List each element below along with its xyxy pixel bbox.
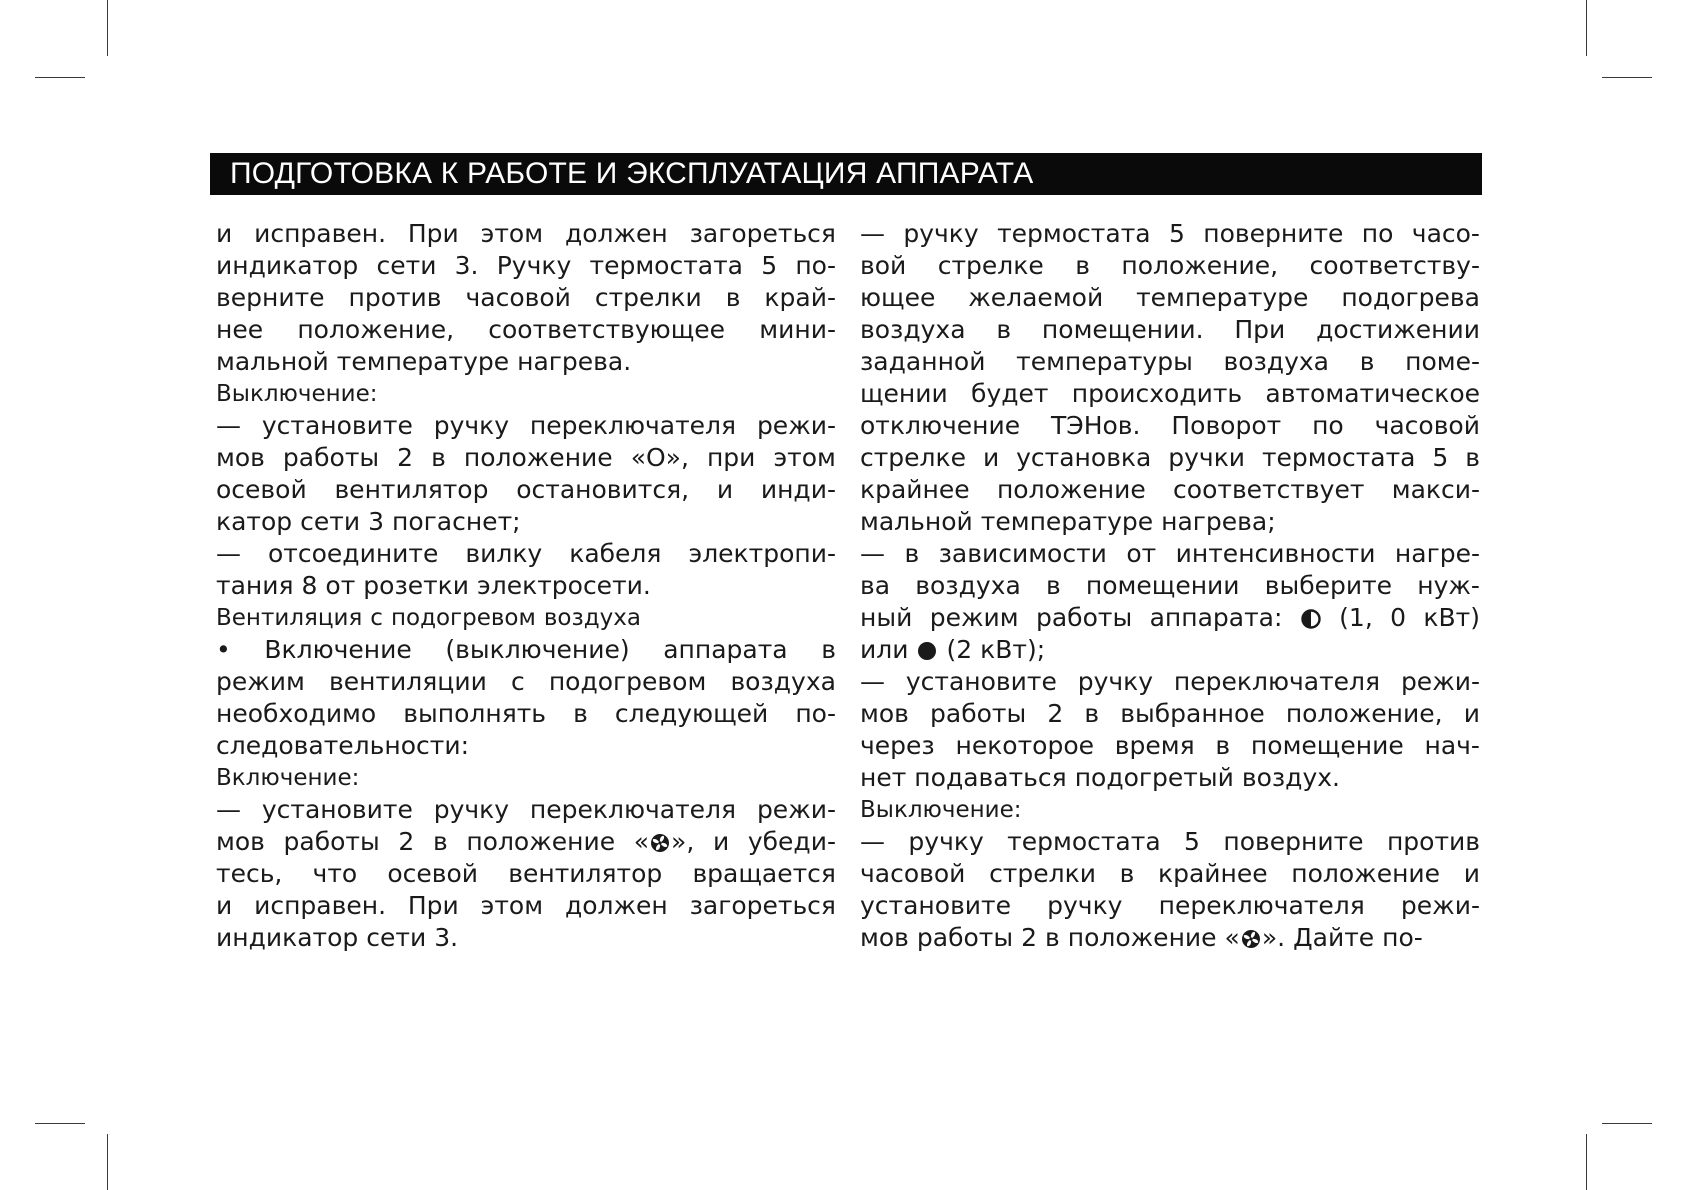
text-line — [216, 218, 836, 250]
crop-mark-bottom-right-horizontal — [1602, 1123, 1652, 1124]
word: работы — [283, 827, 380, 856]
fan-icon — [649, 832, 671, 854]
text-line — [860, 602, 1480, 634]
word: мальной — [860, 507, 973, 536]
word: в — [996, 315, 1012, 344]
word: поверните — [1223, 827, 1364, 856]
word: ТЭНов. — [1050, 411, 1141, 440]
word: нач- — [1424, 731, 1480, 760]
word: температуры — [1016, 347, 1193, 376]
text-line — [860, 826, 1480, 858]
word: при — [706, 443, 756, 472]
word: и — [216, 891, 233, 920]
word: подогревом — [390, 605, 536, 631]
word: стрелке — [860, 443, 967, 472]
word: режим — [216, 667, 305, 696]
word: Ручку — [496, 251, 572, 280]
word: в — [1119, 859, 1135, 888]
word: мов — [860, 923, 909, 952]
word: осевой — [387, 859, 479, 888]
text-line — [860, 474, 1480, 506]
word: установите — [261, 795, 413, 824]
word: 5 — [1184, 827, 1200, 856]
word: термостата — [589, 251, 743, 280]
word: температуре — [980, 507, 1154, 536]
word: крайнее — [860, 475, 970, 504]
word: через — [860, 731, 935, 760]
word: воздуха — [915, 571, 1021, 600]
word: воздух. — [1241, 763, 1340, 792]
word: (2 — [946, 635, 973, 664]
text-line — [216, 634, 836, 666]
word: в — [432, 827, 448, 856]
word: Вентиляция — [216, 605, 363, 631]
word: « », — [633, 827, 695, 856]
word: должен — [564, 219, 668, 248]
word: кВт); — [980, 635, 1046, 664]
text-line — [860, 378, 1480, 410]
word: Включение: — [216, 765, 360, 791]
word: 5 — [1432, 443, 1449, 472]
word: мальной — [216, 347, 329, 376]
word: соответствует — [1173, 475, 1365, 504]
text-line — [860, 890, 1480, 922]
word: нагре- — [1394, 539, 1480, 568]
word: вентилятор — [334, 475, 489, 504]
word: вой — [860, 251, 907, 280]
word: воздуха — [1223, 347, 1330, 376]
word: «О», — [630, 443, 689, 472]
text-line — [216, 730, 836, 762]
word: остановится, — [516, 475, 690, 504]
word: работы — [282, 443, 380, 472]
word: ручку — [1077, 667, 1154, 696]
subheading — [216, 602, 836, 634]
word: Дайте — [1293, 923, 1375, 952]
word: Выключение: — [860, 797, 1022, 823]
section-title: ПОДГОТОВКА К РАБОТЕ И ЭКСПЛУАТАЦИЯ АППАРАТА — [230, 157, 1034, 190]
word: При — [1234, 315, 1286, 344]
word: Выключение: — [216, 381, 378, 407]
word: следующей — [614, 699, 769, 728]
text-line — [860, 730, 1480, 762]
word: температуре — [336, 347, 510, 376]
word: соответствующее — [488, 315, 726, 344]
text-line — [860, 698, 1480, 730]
crop-mark-top-left-vertical — [107, 0, 108, 56]
text-line — [860, 538, 1480, 570]
word: режим — [929, 603, 1019, 632]
word: выберите — [1264, 571, 1393, 600]
word: 2 — [1047, 699, 1064, 728]
word: по- — [795, 699, 836, 728]
word: подогрева — [1341, 283, 1480, 312]
crop-mark-top-left-horizontal — [35, 77, 85, 78]
word: установите — [860, 891, 1011, 920]
word: в — [1075, 251, 1090, 280]
word: заданной — [860, 347, 986, 376]
word: 2 — [397, 443, 414, 472]
word: тания — [216, 571, 294, 600]
word: мов — [216, 443, 265, 472]
word: термостата — [997, 219, 1151, 248]
half-circle-icon — [1300, 608, 1322, 630]
word: и — [216, 219, 233, 248]
word: При — [407, 219, 459, 248]
word: в — [821, 635, 836, 664]
text-line — [216, 698, 836, 730]
word: 5 — [1168, 219, 1185, 248]
word: ручку — [433, 411, 510, 440]
word: в — [1359, 347, 1375, 376]
subheading — [216, 378, 836, 410]
text-line — [860, 218, 1480, 250]
word: следовательности: — [216, 731, 470, 760]
word: осевой — [216, 475, 307, 504]
word: Поворот — [1171, 411, 1282, 440]
word: режи- — [1400, 891, 1480, 920]
crop-mark-bottom-left-horizontal — [35, 1123, 85, 1124]
text-line — [860, 442, 1480, 474]
word: в — [431, 443, 446, 472]
word: край- — [764, 283, 836, 312]
word: 3. — [454, 251, 479, 280]
word: в — [1084, 699, 1100, 728]
word: ный — [860, 603, 913, 632]
word: загореться — [689, 891, 836, 920]
text-line — [860, 282, 1480, 314]
text-line — [860, 314, 1480, 346]
word: катор — [216, 507, 293, 536]
word: сети — [300, 507, 361, 536]
word: в — [1045, 571, 1061, 600]
word: вентиляции — [329, 667, 487, 696]
word: этом — [480, 219, 544, 248]
word: часовой — [465, 283, 571, 312]
word: положение — [996, 475, 1146, 504]
word: крайнее — [1157, 859, 1268, 888]
word: нагрева. — [517, 347, 632, 376]
word: выбранное — [1120, 699, 1265, 728]
text-line — [860, 858, 1480, 890]
word: будет — [971, 379, 1049, 408]
text-line — [216, 282, 836, 314]
word: вилку — [465, 539, 543, 568]
word: положение — [1291, 859, 1441, 888]
text-line — [860, 634, 1480, 666]
word: установите — [261, 411, 413, 440]
word: ручку — [908, 827, 984, 856]
word: с — [370, 605, 383, 631]
word: щении — [860, 379, 948, 408]
word: ва — [860, 571, 891, 600]
word: поверните — [1203, 219, 1344, 248]
word: работы — [1035, 603, 1133, 632]
word: розетки — [363, 571, 470, 600]
word: должен — [564, 891, 668, 920]
word: тесь, — [216, 859, 283, 888]
word: — — [216, 795, 241, 824]
text-line — [860, 922, 1480, 954]
word: (выключение) — [445, 635, 630, 664]
crop-mark-top-right-horizontal — [1602, 77, 1652, 78]
word: мов — [860, 699, 909, 728]
word: исправен. — [254, 891, 387, 920]
word: 0 — [1390, 603, 1407, 632]
word: и — [716, 475, 734, 504]
text-line — [860, 666, 1480, 698]
word: ручку — [1047, 891, 1123, 920]
word: режи- — [756, 411, 836, 440]
section-header — [210, 153, 1482, 195]
word: интенсивности — [1175, 539, 1376, 568]
word: электросети. — [477, 571, 651, 600]
word: часовой — [860, 859, 966, 888]
word: от — [1126, 539, 1157, 568]
word: этом — [773, 443, 836, 472]
word: поме- — [1405, 347, 1480, 376]
text-line — [216, 826, 836, 858]
word: положение — [1067, 923, 1217, 952]
text-line — [216, 250, 836, 282]
text-line — [860, 346, 1480, 378]
word: установка — [1016, 443, 1152, 472]
crop-mark-bottom-left-vertical — [107, 1134, 108, 1190]
word: — — [860, 219, 885, 248]
text-line — [860, 570, 1480, 602]
word: При — [407, 891, 459, 920]
word: и — [1463, 859, 1480, 888]
word: выполнять — [403, 699, 547, 728]
word: ручку — [433, 795, 510, 824]
word: нет — [860, 763, 907, 792]
word: нагрева; — [1161, 507, 1276, 536]
word: — — [216, 539, 241, 568]
word: помещение — [1250, 731, 1404, 760]
word: достижении — [1316, 315, 1480, 344]
word: исправен. — [254, 219, 387, 248]
word: кВт) — [1423, 603, 1480, 632]
word: 3. — [434, 923, 459, 952]
text-line — [216, 474, 836, 506]
word: часо- — [1411, 219, 1480, 248]
word: переключателя — [1158, 891, 1365, 920]
word: подогревом — [548, 667, 707, 696]
word: с — [510, 667, 525, 696]
right-column — [860, 218, 1480, 954]
word: работы — [930, 699, 1027, 728]
filled-circle-icon — [916, 640, 938, 662]
word: макси- — [1391, 475, 1480, 504]
word: кабеля — [569, 539, 662, 568]
word: часовой — [1374, 411, 1480, 440]
text-line — [216, 410, 836, 442]
word: (1, — [1339, 603, 1373, 632]
word: сети — [366, 923, 427, 952]
word: переключателя — [1173, 667, 1381, 696]
word: ручку — [903, 219, 979, 248]
word: положение, — [297, 315, 455, 344]
word: положение, — [1285, 699, 1443, 728]
word: воздуха — [860, 315, 966, 344]
word: « ». — [1224, 923, 1286, 952]
word: некоторое — [955, 731, 1094, 760]
word: переключателя — [529, 795, 737, 824]
word: время — [1114, 731, 1195, 760]
word: — — [860, 539, 885, 568]
word: вращается — [692, 859, 836, 888]
word: мов — [216, 827, 265, 856]
word: индикатор — [216, 923, 359, 952]
word: и — [1463, 699, 1480, 728]
word: и — [982, 443, 1000, 472]
word: аппарата — [663, 635, 788, 664]
word: против — [348, 283, 442, 312]
word: сети — [376, 251, 437, 280]
word: ручки — [1168, 443, 1246, 472]
text-line — [216, 314, 836, 346]
text-line — [860, 762, 1480, 794]
word: убеди- — [747, 827, 836, 856]
word: верните — [216, 283, 325, 312]
word: подаваться — [914, 763, 1067, 792]
word: и — [712, 827, 730, 856]
word: режи- — [756, 795, 836, 824]
word: соответству- — [1309, 251, 1480, 280]
crop-mark-top-right-vertical — [1586, 0, 1587, 56]
word: термостата — [1007, 827, 1161, 856]
word: 5 — [761, 251, 778, 280]
word: инди- — [760, 475, 836, 504]
text-line — [860, 250, 1480, 282]
word: — — [216, 411, 241, 440]
word: 3 — [368, 507, 384, 536]
word: индикатор — [216, 251, 359, 280]
word: нее — [216, 315, 264, 344]
word: необходимо — [216, 699, 377, 728]
word: • — [216, 635, 231, 664]
word: в — [573, 699, 588, 728]
text-line — [860, 506, 1480, 538]
word: зависимости — [938, 539, 1107, 568]
word: в — [1045, 923, 1060, 952]
word: воздуха — [543, 605, 641, 631]
word: ющее — [860, 283, 936, 312]
word: нуж- — [1417, 571, 1480, 600]
word: установите — [905, 667, 1057, 696]
word: режи- — [1400, 667, 1480, 696]
word: помещении — [1085, 571, 1240, 600]
text-line — [216, 858, 836, 890]
word: — — [860, 667, 885, 696]
text-line — [216, 346, 836, 378]
word: желаемой — [968, 283, 1104, 312]
left-column — [216, 218, 836, 954]
word: 2 — [398, 827, 415, 856]
word: термостата — [1261, 443, 1416, 472]
word: в — [725, 283, 741, 312]
word: положение, — [1121, 251, 1279, 280]
crop-mark-bottom-right-vertical — [1586, 1134, 1587, 1190]
word: отключение — [860, 411, 1021, 440]
text-line — [216, 890, 836, 922]
word — [1300, 602, 1322, 634]
text-line — [216, 506, 836, 538]
word: вентилятор — [508, 859, 663, 888]
word: по- — [1382, 923, 1423, 952]
word: стрелке — [937, 251, 1044, 280]
word: погаснет; — [392, 507, 521, 536]
word: по — [1361, 219, 1394, 248]
text-line — [216, 922, 836, 954]
text-line — [216, 666, 836, 698]
subheading — [216, 762, 836, 794]
word: температуре — [1136, 283, 1309, 312]
word: помещении. — [1041, 315, 1204, 344]
text-line — [216, 794, 836, 826]
word: в — [1215, 731, 1231, 760]
word: происходить — [1071, 379, 1243, 408]
word: положение — [463, 443, 613, 472]
word: мини- — [759, 315, 836, 344]
word: автоматическое — [1265, 379, 1480, 408]
word: 8 — [301, 571, 318, 600]
word: стрелки — [989, 859, 1096, 888]
word: работы — [916, 923, 1014, 952]
word: электропи- — [688, 539, 836, 568]
word: — — [860, 827, 885, 856]
subheading — [860, 794, 1480, 826]
word: аппарата: — [1149, 603, 1283, 632]
fan-icon — [1240, 928, 1262, 950]
word: положение — [466, 827, 616, 856]
word — [916, 634, 938, 666]
text-line — [216, 570, 836, 602]
word: в — [1465, 443, 1480, 472]
word: переключателя — [529, 411, 737, 440]
word: от — [325, 571, 356, 600]
text-line — [860, 410, 1480, 442]
word: по — [1312, 411, 1344, 440]
word: загореться — [689, 219, 836, 248]
word: что — [312, 859, 358, 888]
word: этом — [480, 891, 544, 920]
word: 2 — [1021, 923, 1038, 952]
word: воздуха — [730, 667, 836, 696]
word: подогретый — [1074, 763, 1234, 792]
word: в — [904, 539, 920, 568]
word: по- — [795, 251, 836, 280]
word: против — [1386, 827, 1480, 856]
word: или — [860, 635, 909, 664]
word: отсоедините — [268, 539, 439, 568]
text-line — [216, 442, 836, 474]
word: стрелки — [594, 283, 702, 312]
text-line — [216, 538, 836, 570]
word: Включение — [264, 635, 412, 664]
